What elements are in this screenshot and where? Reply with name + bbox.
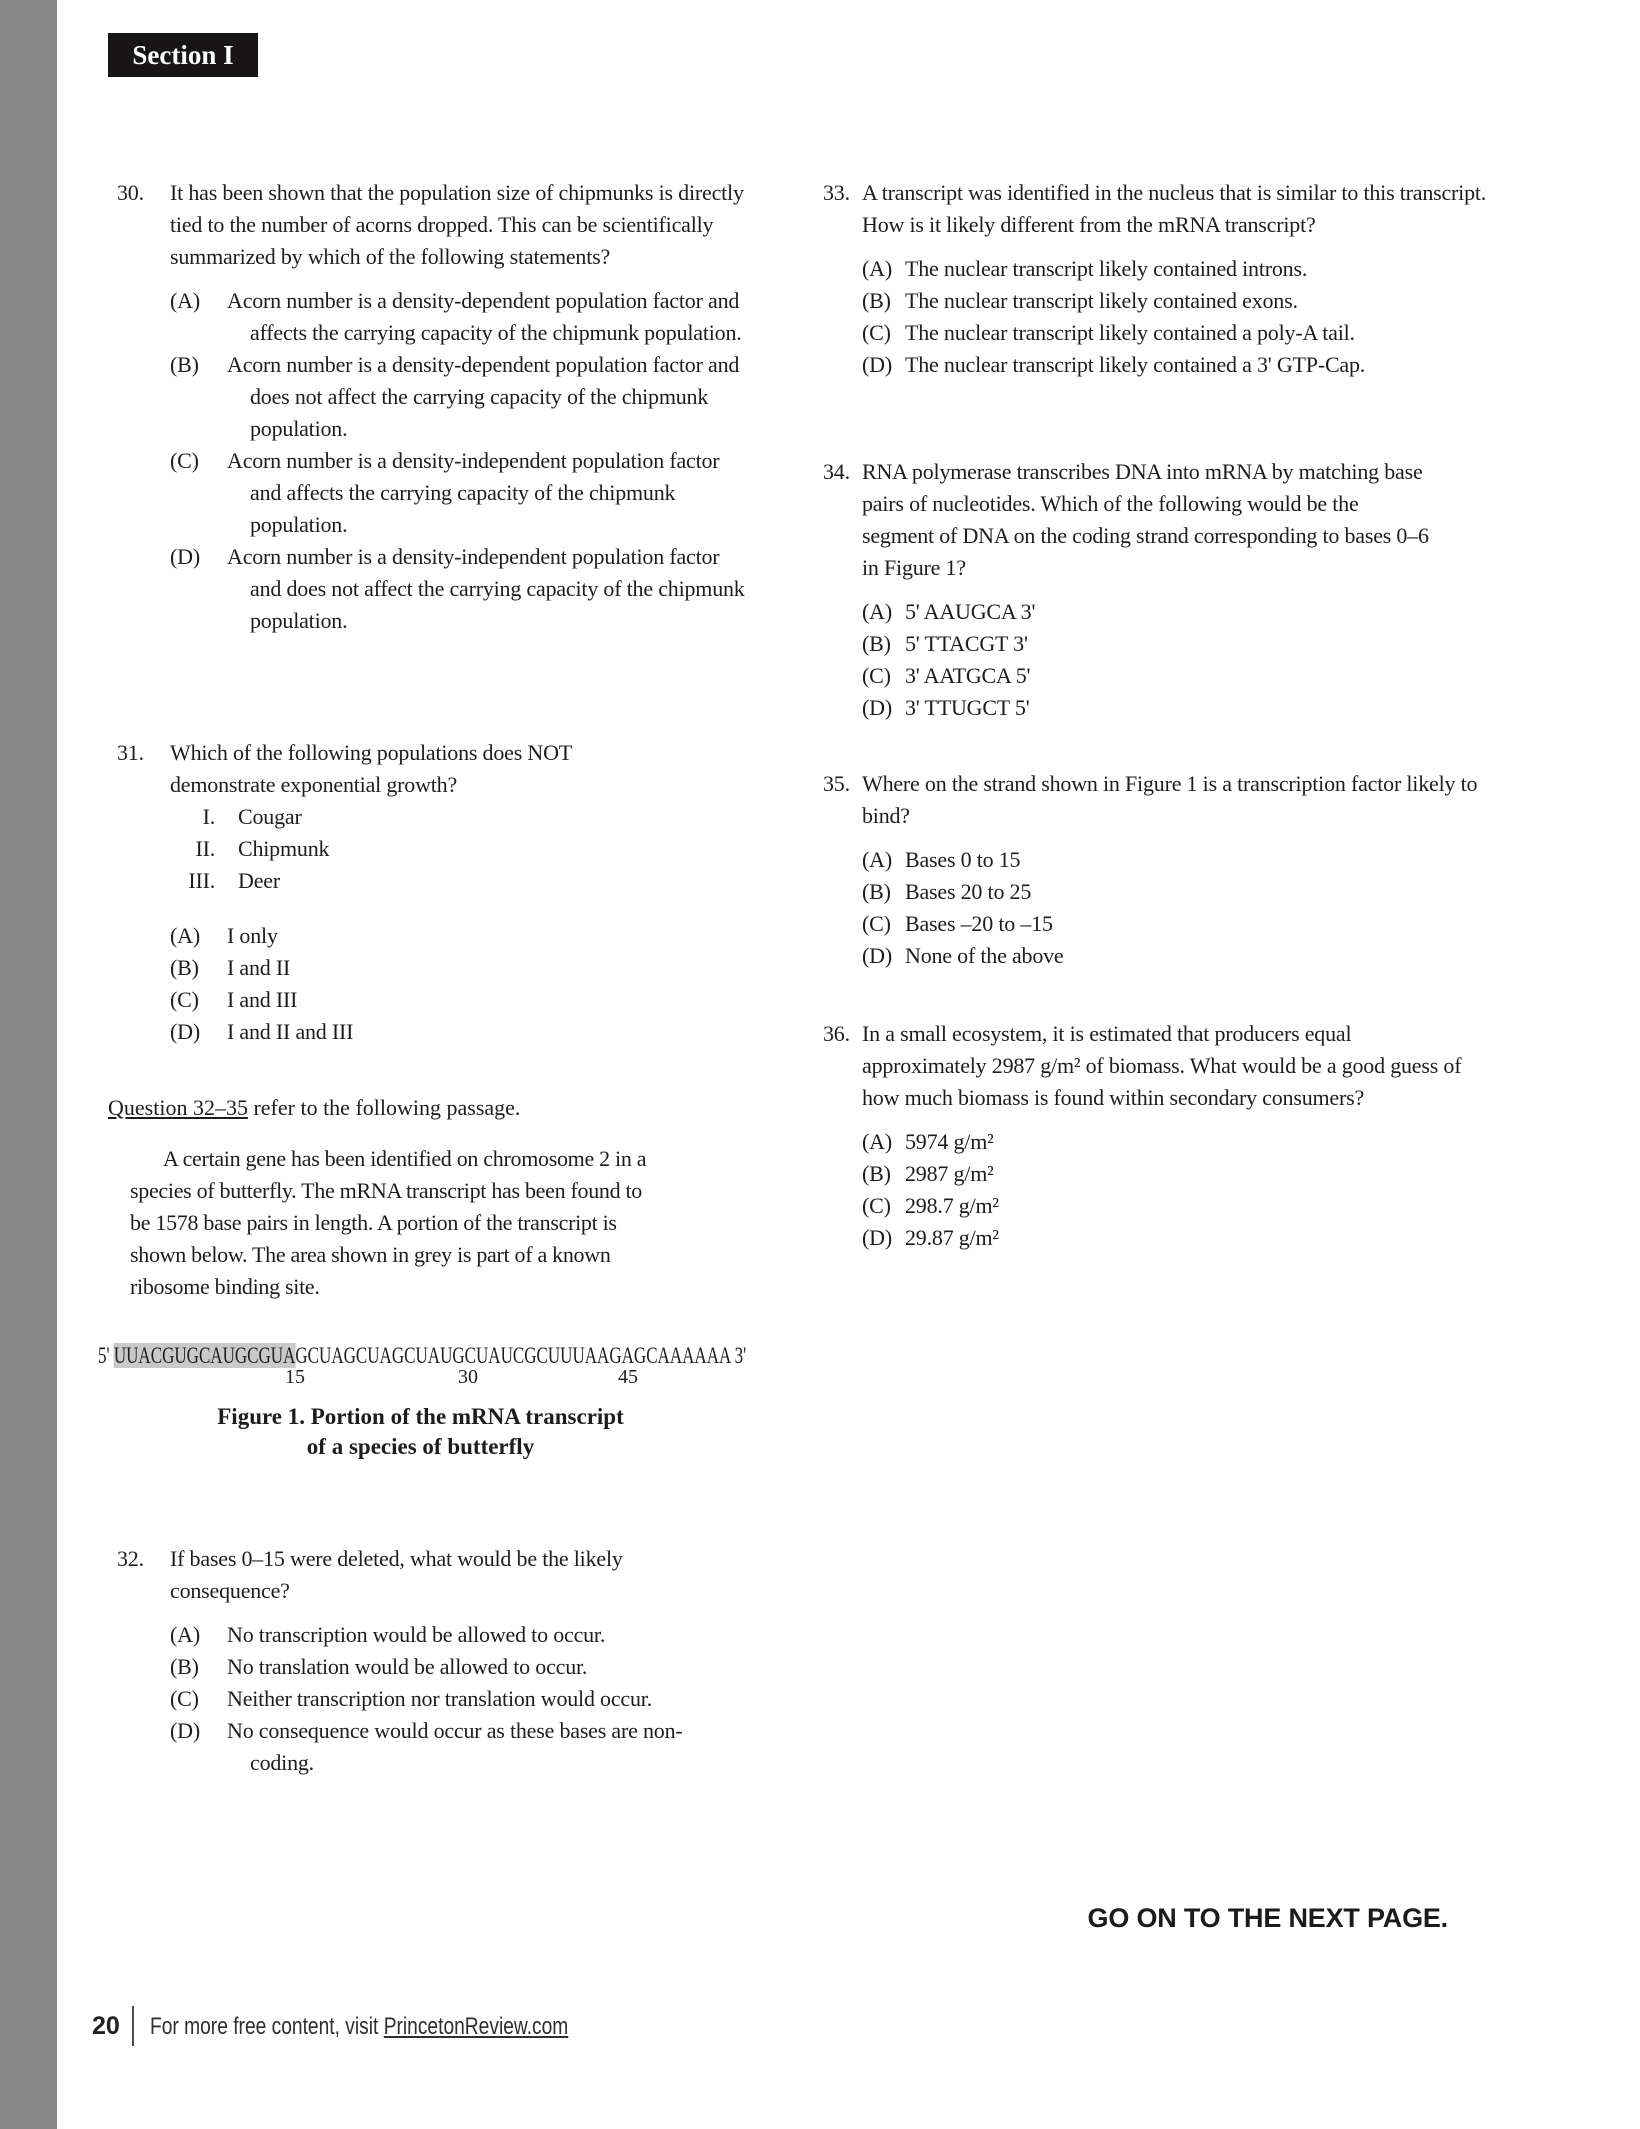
roman-numeral: I.	[202, 804, 215, 829]
question-stem: In a small ecosystem, it is estimated that producers equal approximately 2987 g/m² of biomass. What would be a good guess of how much biomass is found within secondary consumers?	[862, 1021, 1462, 1110]
answer-choice	[862, 908, 1518, 940]
question-stem: A transcript was identified in the nucleus that is similar to this transcript. How is it likely different from the mRNA transcript?	[862, 180, 1487, 237]
choice-label: (B)	[170, 955, 199, 980]
section-label: Section I	[132, 39, 234, 70]
answer-choice	[862, 628, 1518, 660]
choice-text: No translation would be allowed to occur.	[227, 1654, 588, 1679]
sequence-tick-45: 45	[618, 1366, 638, 1388]
sequence-tick-15: 15	[285, 1366, 305, 1388]
choice-label: (A)	[862, 847, 892, 872]
answer-choice	[170, 1683, 750, 1715]
answer-choice	[862, 317, 1518, 349]
answer-choice	[170, 1651, 750, 1683]
question-body	[170, 177, 768, 637]
choice-label: (C)	[862, 911, 891, 936]
choice-text: 3' AATGCA 5'	[905, 663, 1031, 688]
choice-text: 5' AAUGCA 3'	[905, 599, 1036, 624]
answer-choice	[170, 1016, 750, 1048]
choice-label: (C)	[862, 1193, 891, 1218]
footer-message: For more free content, visit	[150, 2013, 384, 2040]
choice-text: I and II and III	[227, 1019, 354, 1044]
choice-text: I only	[227, 923, 278, 948]
answer-choice	[170, 952, 750, 984]
sequence-tick-30: 30	[458, 1366, 478, 1388]
choice-text: No consequence would occur as these bases are non-coding.	[227, 1718, 683, 1775]
choice-label: (A)	[862, 1129, 892, 1154]
question-number: 35.	[823, 771, 850, 796]
question-32	[117, 1543, 750, 1779]
answer-choice	[170, 920, 750, 952]
roman-item	[170, 801, 750, 833]
question-33	[823, 177, 1518, 381]
choice-label: (B)	[862, 288, 891, 313]
footer-divider	[132, 2006, 134, 2046]
choice-text: Bases 20 to 25	[905, 879, 1032, 904]
question-30	[117, 177, 768, 637]
footer-text	[150, 2013, 568, 2041]
choice-text: The nuclear transcript likely contained exons.	[905, 288, 1298, 313]
question-body	[170, 1543, 750, 1779]
question-number: 30.	[117, 180, 144, 205]
question-body	[170, 737, 750, 1048]
answer-choice	[862, 844, 1518, 876]
choice-label: (C)	[170, 1686, 199, 1711]
roman-label: Chipmunk	[238, 836, 330, 861]
question-stem: It has been shown that the population size of chipmunks is directly tied to the number of acorns dropped. This can be scientifically summarized by which of the following statements?	[170, 180, 744, 269]
question-stem: Which of the following populations does NOT demonstrate exponential growth?	[170, 740, 572, 797]
choice-text: The nuclear transcript likely contained introns.	[905, 256, 1308, 281]
answer-choice	[170, 541, 768, 637]
answer-choice	[862, 1126, 1518, 1158]
choice-label: (B)	[170, 352, 199, 377]
choice-label: (B)	[862, 1161, 891, 1186]
answer-choice	[862, 1222, 1518, 1254]
question-body	[862, 1018, 1518, 1254]
choice-label: (D)	[170, 544, 200, 569]
sequence-highlight-ribosome-binding-site: UUACGUGCAUGCGUA	[113, 1343, 296, 1368]
answer-choice	[862, 285, 1518, 317]
question-stem: If bases 0–15 were deleted, what would be the likely consequence?	[170, 1546, 623, 1603]
choice-label: (D)	[862, 1225, 892, 1250]
roman-numeral-list	[170, 801, 750, 897]
choice-text: None of the above	[905, 943, 1064, 968]
choice-text: Bases 0 to 15	[905, 847, 1021, 872]
choice-text: Acorn number is a density-dependent population factor and does not affect the carrying capacity of the chipmunk population.	[227, 352, 740, 441]
choice-text: 29.87 g/m²	[905, 1225, 999, 1250]
answer-choice	[862, 596, 1518, 628]
choice-label: (D)	[170, 1019, 200, 1044]
answer-choice	[862, 876, 1518, 908]
choice-text: 2987 g/m²	[905, 1161, 994, 1186]
question-34	[823, 456, 1518, 724]
choice-label: (A)	[170, 923, 200, 948]
sequence-three-prime: 3'	[730, 1343, 747, 1368]
choice-text: I and II	[227, 955, 291, 980]
question-number: 34.	[823, 459, 850, 484]
answer-choice	[862, 940, 1518, 972]
choice-text: Acorn number is a density-independent population factor and does not affect the carrying capacity of the chipmunk population.	[227, 544, 745, 633]
question-number: 31.	[117, 740, 144, 765]
question-35	[823, 768, 1518, 972]
choice-label: (C)	[862, 320, 891, 345]
answer-choice	[170, 285, 768, 349]
question-stem: Where on the strand shown in Figure 1 is a transcription factor likely to bind?	[862, 771, 1478, 828]
roman-item	[170, 865, 750, 897]
sequence-rest: GCUAGCUAGCUAUGCUAUCGCUUUAAGAGCAAAAAA	[295, 1343, 731, 1368]
answer-choice	[170, 1619, 750, 1651]
choice-label: (B)	[862, 879, 891, 904]
question-number: 36.	[823, 1021, 850, 1046]
princeton-review-link[interactable]: PrincetonReview.com	[383, 2013, 569, 2040]
choice-text: No transcription would be allowed to occur.	[227, 1622, 606, 1647]
choice-label: (A)	[862, 256, 892, 281]
question-36	[823, 1018, 1518, 1254]
choice-text: 298.7 g/m²	[905, 1193, 999, 1218]
answer-choice	[170, 445, 768, 541]
roman-label: Cougar	[238, 804, 302, 829]
section-label-box	[108, 33, 258, 77]
roman-numeral: II.	[195, 836, 215, 861]
figure-caption	[98, 1402, 743, 1462]
choice-text: Neither transcription nor translation would occur.	[227, 1686, 652, 1711]
passage-heading-underline: Question 32–35	[108, 1095, 248, 1120]
choice-label: (B)	[170, 1654, 199, 1679]
choice-label: (D)	[862, 352, 892, 377]
choice-label: (C)	[170, 448, 199, 473]
choice-text: The nuclear transcript likely contained a 3' GTP-Cap.	[905, 352, 1366, 377]
figure-caption-line1: Figure 1. Portion of the mRNA transcript	[217, 1404, 624, 1429]
choice-label: (D)	[170, 1718, 200, 1743]
choice-text: Acorn number is a density-dependent population factor and affects the carrying capacity of the chipmunk population.	[227, 288, 742, 345]
answer-choice	[862, 349, 1518, 381]
sequence-tick-labels	[98, 1366, 758, 1392]
choice-text: Bases –20 to –15	[905, 911, 1053, 936]
question-number: 32.	[117, 1546, 144, 1571]
go-on-instruction: GO ON TO THE NEXT PAGE.	[1087, 1903, 1448, 1933]
answer-choice	[170, 349, 768, 445]
answer-choice	[862, 1190, 1518, 1222]
answer-choice	[862, 1158, 1518, 1190]
choice-label: (C)	[170, 987, 199, 1012]
roman-item	[170, 833, 750, 865]
page-number: 20	[92, 2012, 120, 2040]
roman-label: Deer	[238, 868, 280, 893]
answer-choice	[862, 253, 1518, 285]
choice-text: 5' TTACGT 3'	[905, 631, 1028, 656]
choice-label: (C)	[862, 663, 891, 688]
choice-text: Acorn number is a density-independent population factor and affects the carrying capacity of the chipmunk population.	[227, 448, 720, 537]
roman-numeral: III.	[188, 868, 215, 893]
choice-label: (A)	[862, 599, 892, 624]
answer-choice	[170, 1715, 750, 1779]
answer-choice	[862, 660, 1518, 692]
question-body	[862, 177, 1518, 381]
question-number: 33.	[823, 180, 850, 205]
choice-label: (A)	[170, 1622, 200, 1647]
passage-body: A certain gene has been identified on chromosome 2 in a species of butterfly. The mRNA transcript has been found to be 1578 base pairs in length. A portion of the transcript is shown below. The area shown in grey is part of a known ribosome binding site.	[130, 1146, 647, 1299]
choice-label: (A)	[170, 288, 200, 313]
choice-text: 3' TTUGCT 5'	[905, 695, 1030, 720]
figure-caption-line2: of a species of butterfly	[306, 1434, 535, 1459]
choice-text: I and III	[227, 987, 298, 1012]
passage-heading-rest: refer to the following passage.	[247, 1095, 521, 1120]
choice-label: (B)	[862, 631, 891, 656]
choice-text: The nuclear transcript likely contained a poly-A tail.	[905, 320, 1355, 345]
question-stem: RNA polymerase transcribes DNA into mRNA by matching base pairs of nucleotides. Which of the following would be the segment of DNA on the coding strand corresponding to bases 0–6 in Figure 1?	[862, 459, 1429, 580]
choice-text: 5974 g/m²	[905, 1129, 994, 1154]
answer-choice	[862, 692, 1518, 724]
question-31	[117, 737, 750, 1048]
sequence-five-prime: 5'	[98, 1343, 114, 1368]
choice-label: (D)	[862, 943, 892, 968]
question-body	[862, 456, 1518, 724]
choice-label: (D)	[862, 695, 892, 720]
answer-choice	[170, 984, 750, 1016]
page-edge-strip	[0, 0, 57, 2129]
passage-heading	[108, 1092, 520, 1124]
question-body	[862, 768, 1518, 972]
